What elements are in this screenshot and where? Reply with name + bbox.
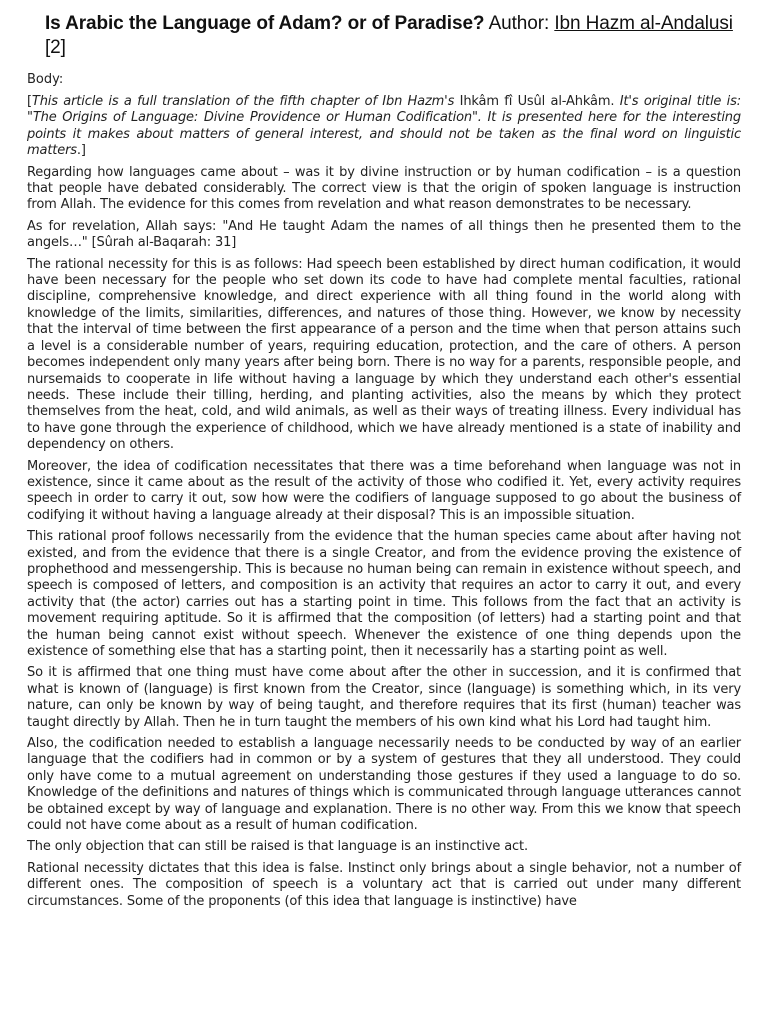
paragraph: This rational proof follows necessarily from the evidence that the human species came about after having not existed, and from the evidence that there is a single Creator, and from the evidence proving the existence of prophethood and messengership. This is because no human being can remain in existence without speech, and speech is composed of letters, and composition is an activity that requires an actor to carry it out, and every activity that (the actor) carries out has a starting point in time. This follows from the fact that an activity is movement requiring aptitude. So it is affirmed that the composition (of letters) had a starting point and that the human being cannot exist without speech. Whenever the existence of one thing depends upon the existence of something else that has a starting point, then it necessarily has a starting point as well. — [27, 529, 741, 659]
paragraph: Regarding how languages came about – was it by divine instruction or by human codification – is a question that people have debated considerably. The correct view is that the origin of spoken language is instruction from Allah. The evidence for this comes from revelation and what reason demonstrates to be necessary. — [27, 164, 741, 213]
paragraph: So it is affirmed that one thing must have come about after the other in succession, and it is confirmed that what is known of (language) is first known from the Creator, since (language) is something which, in its very nature, can only be known by way of being taught, and therefore requires that its first (human) teacher was taught directly by Allah. Then he in turn taught the members of his own kind what his Lord had taught him. — [27, 665, 741, 730]
author-link[interactable]: Ibn Hazm al-Andalusi — [554, 13, 733, 34]
note-open-bracket: [ — [27, 94, 32, 109]
note-part1: This article is a full translation of the fifth chapter of Ibn Hazm's — [31, 94, 455, 109]
title-text: Is Arabic the Language of Adam? or of Paradise? — [45, 13, 485, 34]
paragraph: Moreover, the idea of codification necessitates that there was a time beforehand when language was not in existence, since it came about as the result of the activity of those who codified it. Yet, every activity requires speech in order to carry it out, sow how were the codifiers of language supposed to go about the business of codifying it without having a language already at their disposal? This is an impossible situation. — [27, 458, 741, 523]
author-label: Author: — [488, 13, 550, 34]
note-part2: It's original title is: "The Origins of Language: Divine Providence or Human Codification". It is presented here for the interesting points it makes about matters of general interest, and should not be taken as the final word on linguistic matters — [27, 94, 741, 159]
body-label: Body: — [27, 72, 64, 87]
note-book-title: Ihkâm fî Usûl al-Ahkâm. — [454, 94, 620, 109]
paragraph: Rational necessity dictates that this idea is false. Instinct only brings about a single behavior, not a number of different ones. The composition of speech is a voluntary act that is carried out under many different circumstances. Some of the proponents (of this idea that language is instinctive) have — [27, 860, 741, 909]
paragraph: Also, the codification needed to establish a language necessarily needs to be conducted by way of an earlier language that the codifiers had in common or by a system of gestures that they all understood. They could only have come to a mutual agreement on understanding those gestures if they used a language to do so. Knowledge of the definitions and natures of things which is communicated through language utterances cannot be obtained except by way of language and explanation. There is no other way. From this we know that speech could not have come about as a result of human codification. — [27, 736, 741, 834]
article — [27, 12, 741, 915]
paragraph: The rational necessity for this is as follows: Had speech been established by direct human codification, it would have been necessary for the people who set down its code to have had complete mental faculties, rational discipline, comprehensive knowledge, and direct experience with all thing found in the world along with knowledge of the limits, similarities, differences, and natures of those thing. However, we know by necessity that the interval of time between the first appearance of a person and the time when that person attains such a level is a considerable number of years, requiring education, protection, and the care of others. A person becomes independent only many years after being born. There is no way for a parents, responsible people, and nursemaids to cooperate in life without having a language by which they understand each other's essential needs. These include their tilling, herding, and planting activities, also the means by which they protect themselves from the heat, cold, and wild animals, as well as their ways of treating illness. Every individual has to have gone through the experience of childhood, which we have already mentioned is a state of inability and dependency on others. — [27, 256, 741, 453]
footnote-ref[interactable]: [2] — [45, 37, 66, 58]
translator-note — [27, 94, 741, 160]
paragraph: As for revelation, Allah says: "And He taught Adam the names of all things then he presented them to the angels…" [Sûrah al-Baqarah: 31] — [27, 218, 741, 251]
article-title — [45, 12, 741, 60]
paragraph: The only objection that can still be raised is that language is an instinctive act. — [27, 839, 528, 855]
note-close: .] — [76, 143, 86, 159]
